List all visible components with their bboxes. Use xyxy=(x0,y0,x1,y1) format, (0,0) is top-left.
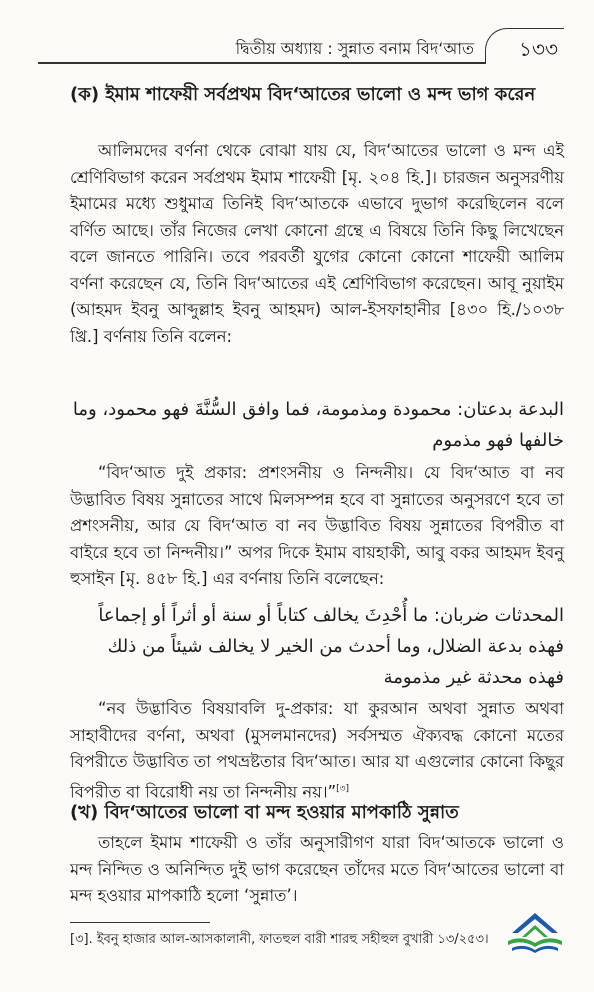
page-number: ১৩৩ xyxy=(519,37,558,61)
arabic-quote-1: البدعة بدعتان: محمودة ومذمومة، فما وافق السُّنَّةَ فهو محمود، وما خالفها فهو مذموم xyxy=(72,399,564,451)
page-number-box xyxy=(485,28,564,63)
paragraph-3 xyxy=(70,696,564,805)
paragraph-1: আলিমদের বর্ণনা থেকে বোঝা যায় যে, বিদ‘আতের ভালো ও মন্দ এই শ্রেণিবিভাগ করেন সর্বপ্রথম ইমাম শাফেয়ী [মৃ. ২০৪ হি.]। চারজন অনুসরণীয় ইমামের মধ্যে শুধুমাত্র তিনিই বিদ‘আতকে এভাবে দুভাগ করেছিলেন বলে বর্ণিত আছে। তাঁর নিজের লেখা কোনো গ্রন্থে এ বিষয়ে তিনি কিছু লিখেছেন বলে জানতে পারিনি। তবে পরবর্তী যুগের কোনো কোনো শাফেয়ী আলিম বর্ণনা করেছেন যে, তিনি বিদ‘আতের এই শ্রেণিবিভাগ করেছেন। আবূ নুয়াইম (আহমদ ইবনু আব্দুল্লাহ ইবনু আহমদ) আল-ইসফাহানীর [৪৩০ হি./১০৩৮ খ্রি.] বর্ণনায় তিনি বলেন: xyxy=(70,141,564,346)
running-title: দ্বিতীয় অধ্যায় : সুন্নাত বনাম বিদ‘আত xyxy=(235,39,474,58)
section-b xyxy=(70,800,564,826)
footnote-reference: [৩] xyxy=(336,783,350,794)
publisher-logo-icon xyxy=(500,905,570,960)
header-rule xyxy=(38,62,486,64)
footnote: [৩]. ইবনু হাজার আল-আসকালানী, ফাতহুল বারী শারহু সহীহুল বুখারী ১৩/২৫৩। xyxy=(70,932,489,947)
section-a-body xyxy=(70,138,564,350)
paragraph-3-text: “নব উদ্ভাবিত বিষয়াবলি দু-প্রকার: যা কুরআন অথবা সুন্নাত অথবা সাহাবীদের বর্ণনা, অথবা (মুসলমানদের) সর্বসম্মত ঐক্যবদ্ধ কোনো মতের বিপরীতে উদ্ভাবিত তা পথভ্রষ্টতার বিদ‘আত। আর যা এগুলোর কোনো কিছুর বিপরীত বা বিরোধী নয় তা নিন্দনীয় নয়।” xyxy=(70,699,564,801)
section-a-heading: (ক) ইমাম শাফেয়ী সর্বপ্রথম বিদ‘আতের ভালো ও মন্দ ভাগ করেন xyxy=(70,84,536,105)
section-b-body xyxy=(70,830,564,910)
footnote-rule xyxy=(70,922,210,923)
arabic-quote-2-block xyxy=(70,600,564,693)
paragraph-2-block xyxy=(70,460,564,593)
section-a xyxy=(70,82,564,108)
paragraph-3-block xyxy=(70,696,564,805)
arabic-quote-2: المحدثات ضربان: ما أُحْدِثَ يخالف كتاباً أو سنة أو أثراً أو إجماعاً فهذه بدعة الضلال، وما أحدث من الخير لا يخالف شيئاً من ذلك فهذه محدثة غير مذمومة xyxy=(98,605,564,688)
paragraph-2: “বিদ‘আত দুই প্রকার: প্রশংসনীয় ও নিন্দনীয়। যে বিদ‘আত বা নব উদ্ভাবিত বিষয় সুন্নাতের সাথে মিলসম্পন্ন হবে বা সুন্নাতের অনুসরণে হবে তা প্রশংসনীয়, আর যে বিদ‘আত বা নব উদ্ভাবিত বিষয় সুন্নাতের বিপরীত বা বাইরে হবে তা নিন্দনীয়।” অপর দিকে ইমাম বায়হাকী, আবু বকর আহমদ ইবনু হুসাইন [মৃ. ৪৫৮ হি.] এর বর্ণনায় তিনি বলেছেন: xyxy=(70,463,564,588)
paragraph-4: তাহলে ইমাম শাফেয়ী ও তাঁর অনুসারীগণ যারা বিদ‘আতকে ভালো ও মন্দ নিন্দিত ও অনিন্দিত দুই ভাগ করেছেন তাঁদের মতে বিদ‘আতের ভালো বা মন্দ হওয়ার মাপকাঠি হলো ‘সুন্নাত’। xyxy=(70,833,564,905)
arabic-quote-1-block xyxy=(70,394,564,456)
section-b-heading: (খ) বিদ‘আতের ভালো বা মন্দ হওয়ার মাপকাঠি সুন্নাত xyxy=(70,802,459,823)
page-header xyxy=(38,24,564,64)
